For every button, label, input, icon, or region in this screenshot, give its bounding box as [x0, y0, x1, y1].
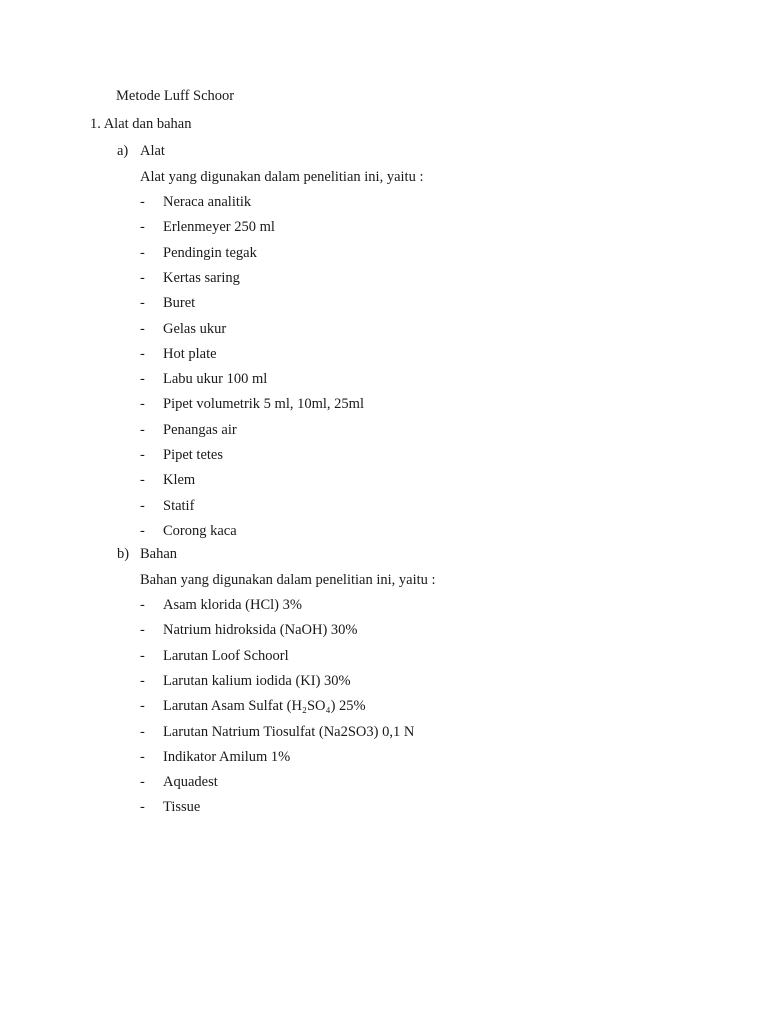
bullet-dash: -	[140, 421, 145, 438]
bullet-dash: -	[140, 295, 145, 312]
bullet-dash: -	[140, 672, 145, 689]
list-item-text: Larutan Asam Sulfat (H₂SO₄) 25%	[163, 698, 366, 715]
bullet-dash: -	[140, 396, 145, 413]
bullet-dash: -	[140, 497, 145, 514]
list-item-text: Statif	[163, 497, 195, 514]
subsection-a-marker: a)	[117, 143, 129, 159]
bullet-dash: -	[140, 799, 145, 816]
bullet-dash: -	[140, 219, 145, 236]
subsection-b-intro: Bahan yang digunakan dalam penelitian ini, yaitu :	[140, 572, 436, 588]
bullet-dash: -	[140, 522, 145, 539]
bullet-dash: -	[140, 244, 145, 261]
list-item-text: Larutan Natrium Tiosulfat (Na2SO3) 0,1 N	[163, 723, 415, 740]
list-item-text: Larutan Loof Schoorl	[163, 647, 289, 664]
list-item-text: Neraca analitik	[163, 194, 252, 210]
section-heading: 1. Alat dan bahan	[90, 116, 192, 132]
list-item-text: Indikator Amilum 1%	[163, 748, 291, 765]
subsection-a-heading: Alat	[140, 143, 165, 159]
list-item-text: Tissue	[163, 799, 201, 816]
subsection-b-heading: Bahan	[140, 546, 178, 562]
bullet-dash: -	[140, 748, 145, 765]
bullet-dash: -	[140, 269, 145, 286]
bullet-dash: -	[140, 698, 145, 715]
bullet-dash: -	[140, 774, 145, 791]
list-item-text: Penangas air	[163, 421, 237, 438]
list-item-text: Aquadest	[163, 774, 218, 791]
list-item-text: Pipet tetes	[163, 447, 224, 463]
list-item-text: Gelas ukur	[163, 320, 227, 337]
list-item-text: Labu ukur 100 ml	[163, 371, 268, 388]
bullet-dash: -	[140, 320, 145, 337]
subsection-a-intro: Alat yang digunakan dalam penelitian ini, yaitu :	[140, 169, 424, 185]
bullet-dash: -	[140, 345, 145, 362]
list-item-text: Corong kaca	[163, 522, 237, 539]
list-item-text: Pipet volumetrik 5 ml, 10ml, 25ml	[163, 396, 364, 413]
list-item-text: Asam klorida (HCl) 3%	[163, 597, 302, 613]
bullet-dash: -	[140, 472, 145, 489]
list-item-text: Buret	[163, 295, 196, 312]
list-item-text: Larutan kalium iodida (KI) 30%	[163, 672, 351, 689]
list-item-text: Erlenmeyer 250 ml	[163, 219, 275, 236]
document-title: Metode Luff Schoor	[116, 88, 235, 104]
bullet-dash: -	[140, 597, 145, 613]
list-item-text: Pendingin tegak	[163, 244, 257, 261]
list-item-text: Kertas saring	[163, 269, 240, 286]
bullet-dash: -	[140, 647, 145, 664]
bullet-dash: -	[140, 723, 145, 740]
bullet-dash: -	[140, 622, 145, 639]
list-item-text: Natrium hidroksida (NaOH) 30%	[163, 622, 358, 639]
subsection-b-marker: b)	[117, 546, 130, 562]
list-item-text: Hot plate	[163, 345, 217, 362]
bullet-dash: -	[140, 371, 145, 388]
list-item-text: Klem	[163, 472, 196, 489]
bullet-dash: -	[140, 194, 145, 210]
bullet-dash: -	[140, 447, 145, 463]
